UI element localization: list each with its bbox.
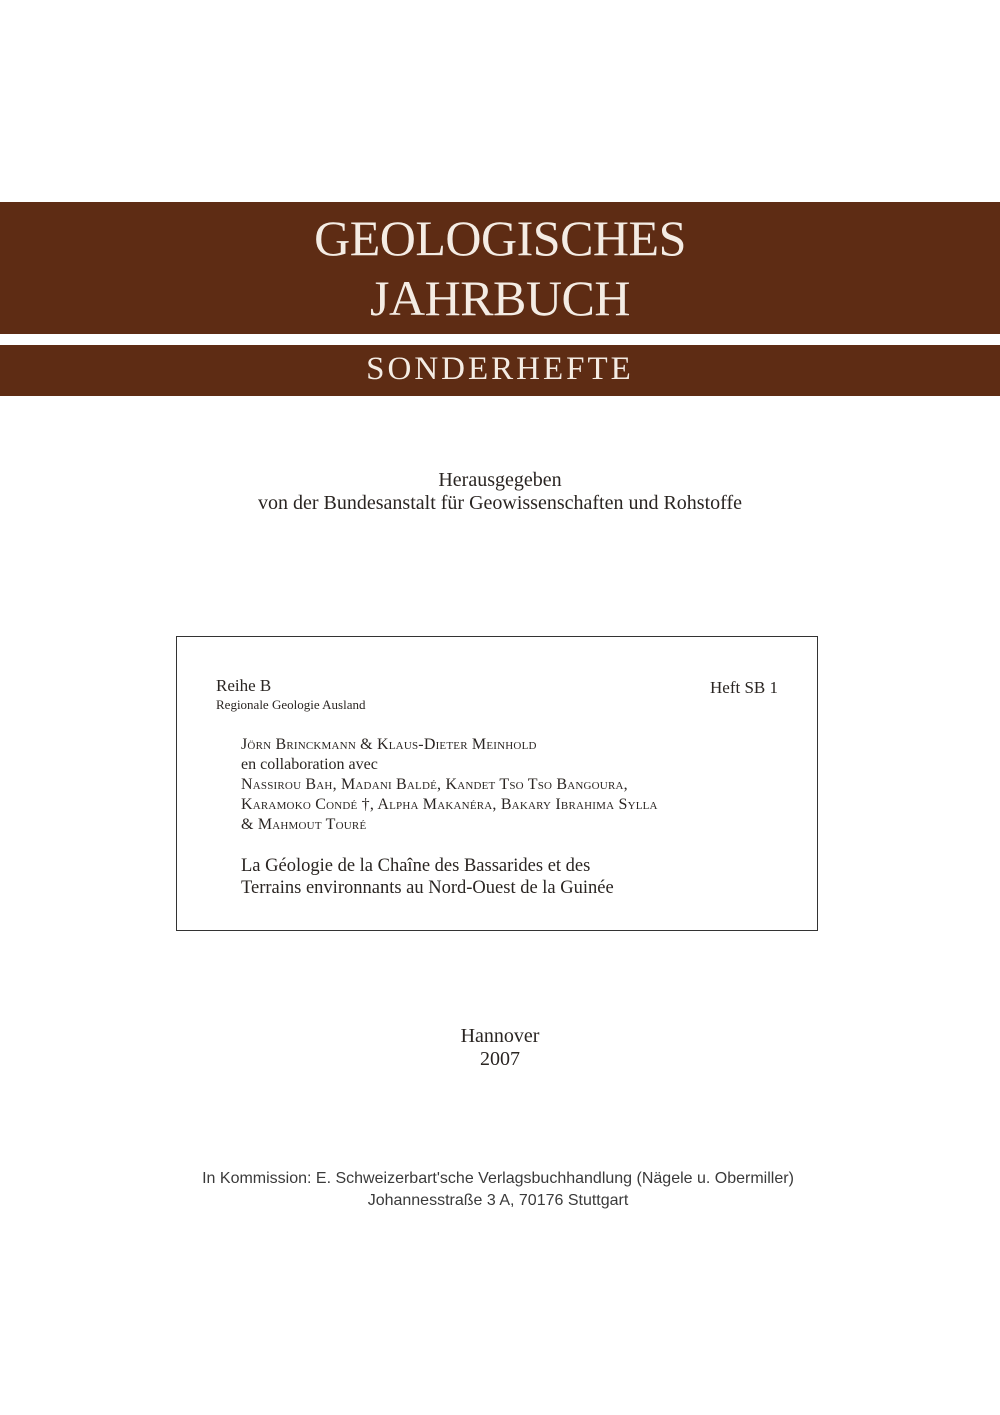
co-authors-line-1: Nassirou Bah, Madani Baldé, Kandet Tso Tso Bangoura,: [241, 776, 628, 793]
work-title-line-1: La Géologie de la Chaîne des Bassarides et des: [241, 856, 591, 876]
series-reihe: Reihe B: [216, 676, 272, 695]
publisher-block: [0, 469, 1000, 515]
work-title-line-2: Terrains environnants au Nord-Ouest de la Guinée: [241, 878, 614, 898]
imprint-year: 2007: [480, 1048, 520, 1070]
publisher-name: von der Bundesanstalt für Geowissenschaften und Rohstoffe: [258, 492, 742, 514]
authors-block: [241, 735, 801, 835]
series-subtitle: SONDERHEFTE: [366, 351, 634, 387]
commission-publisher: In Kommission: E. Schweizerbart'sche Verlagsbuchhandlung (Nägele u. Obermiller): [202, 1170, 794, 1187]
series-reihe-subtitle: Regionale Geologie Ausland: [216, 697, 366, 712]
co-authors-line-2: Karamoko Condé †, Alpha Makanéra, Bakary Ibrahima Sylla: [241, 796, 658, 813]
series-title-line-1: GEOLOGISCHES: [314, 210, 686, 266]
commission-address: Johannesstraße 3 A, 70176 Stuttgart: [367, 1192, 629, 1209]
main-authors: Jörn Brinckmann & Klaus-Dieter Meinhold: [241, 736, 537, 753]
commission-block: [0, 1168, 996, 1212]
issue-number: Heft SB 1: [710, 678, 778, 697]
series-title-line-2: JAHRBUCH: [370, 270, 630, 326]
collaboration-label: en collaboration avec: [241, 756, 378, 773]
imprint-block: [0, 1025, 1000, 1071]
publisher-label: Herausgegeben: [438, 469, 562, 491]
work-title: [241, 855, 801, 899]
co-authors-line-3: & Mahmout Touré: [241, 816, 367, 833]
imprint-place: Hannover: [460, 1025, 540, 1047]
